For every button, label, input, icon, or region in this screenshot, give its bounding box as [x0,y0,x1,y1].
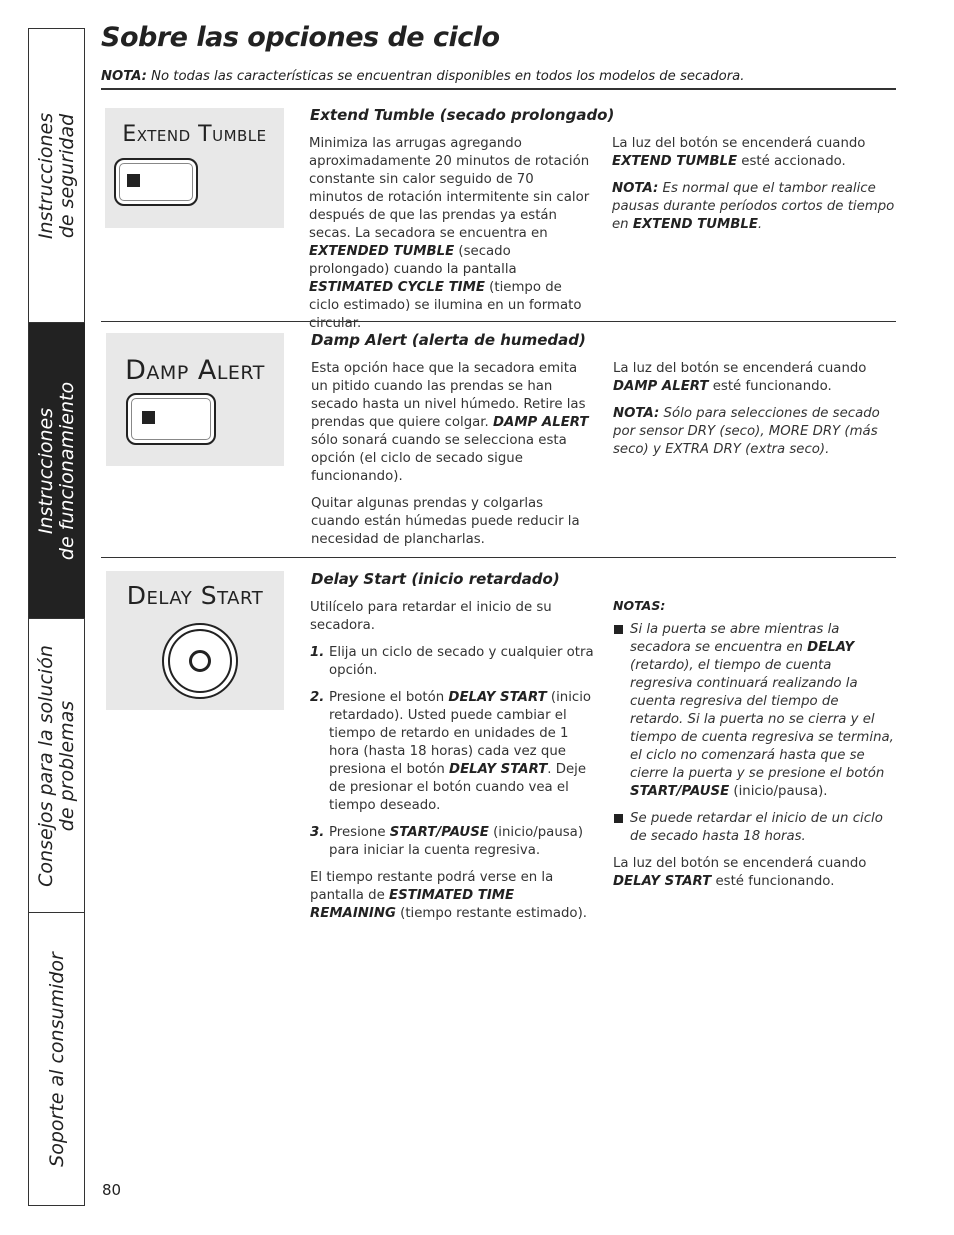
square-icon [127,174,140,187]
damp-alert-panel-label: Damp Alert [125,355,265,386]
square-icon [142,411,155,424]
delay-start-panel-label: Delay Start [126,581,264,610]
tab-label-line2: de funcionamiento [56,381,79,561]
damp-alert-heading: Damp Alert (alerta de humedad) [311,331,586,349]
list-item: 1. Elija un ciclo de secado y cualquier otra opción. [310,645,594,678]
damp-alert-button[interactable] [126,393,216,445]
extend-tumble-heading: Extend Tumble (secado prolongado) [310,106,615,124]
damp-alert-right-text: La luz del botón se encenderá cuando DAMP ALERT esté funcionando. NOTA: Sólo para selecciones de secado por sensor DRY (seco), MORE DRY (más seco) y EXTRA DRY (extra seco). [613,361,880,457]
extend-tumble-right-text: La luz del botón se encenderá cuando EXTEND TUMBLE esté accionado. NOTA: Es normal que el tambor realice pausas durante períodos cortos de tiempo en EXTEND TUMBLE. [612,136,895,232]
divider [101,321,896,322]
sidebar [28,28,85,1206]
delay-start-left-text: Utilícelo para retardar el inicio de su secadora. 1. Elija un ciclo de secado y cualquier otra opción. 2. Presione el botón DELAY START (inicio retardado). Usted puede cambiar el tiempo de retardo en unidades de 1 hora (hasta 18 horas) cada vez que presiona el botón DELAY START. Deje de presionar el botón cuando vea el tiempo deseado. 3. Presione START/PAUSE (inicio/pausa) para iniciar la cuenta regresiva. El tiempo restante podrá verse en la pantalla de ESTIMATED TIME REMAINING (tiempo restante estimado). [310,600,594,921]
notes-label: NOTAS: [613,598,666,613]
page-number: 80 [102,1181,122,1199]
tab-operating-instructions[interactable] [28,322,85,619]
tab-troubleshooting[interactable] [28,618,85,913]
list-item: Se puede retardar el inicio de un ciclo de secado hasta 18 horas. [613,810,895,846]
tab-label-line2: de seguridad [56,113,78,239]
note-text: No todas las características se encuentran disponibles en todos los modelos de secadora. [146,69,745,84]
extend-tumble-panel-label: Extend Tumble [122,122,267,147]
tab-label-line1: Instrucciones [35,407,58,535]
delay-start-button[interactable] [162,623,238,699]
list-item: 3. Presione START/PAUSE (inicio/pausa) para iniciar la cuenta regresiva. [310,825,584,858]
delay-start-panel [106,571,284,710]
list-item: 2. Presione el botón DELAY START (inicio retardado). Usted puede cambiar el tiempo de retardo en unidades de 1 hora (hasta 18 horas) cada vez que presiona el botón DELAY START. Deje de presionar el botón cuando vea el tiempo deseado. [310,690,592,813]
extend-tumble-left-text: Minimiza las arrugas agregando aproximadamente 20 minutos de rotación constante sin calor seguido de 70 minutos de rotación intermitente sin calor después de que las prendas ya están secas. La secadora se encuentra en EXTENDED TUMBLE (secado prolongado) cuando la pantalla ESTIMATED CYCLE TIME (tiempo de ciclo estimado) se ilumina en un formato circular. [309,136,590,331]
extend-tumble-button[interactable] [114,158,198,206]
tab-label-line1: Soporte al consumidor [45,951,68,1167]
circle-icon [189,650,211,672]
page-title: Sobre las opciones de ciclo [101,22,500,53]
divider [101,88,896,90]
delay-start-heading: Delay Start (inicio retardado) [311,570,560,588]
bullet-icon [614,814,623,823]
damp-alert-panel [106,333,284,466]
tab-safety-instructions[interactable] [28,28,85,323]
page-note [101,69,744,84]
note-label: NOTA: [101,69,147,84]
tab-consumer-support[interactable] [28,912,85,1206]
divider [101,557,896,558]
list-item: Si la puerta se abre mientras la secadora se encuentra en DELAY (retardo), el tiempo de cuenta regresiva continuará realizando la cuenta regresiva del tiempo de retardo. Si la puerta no se cierra y el tiempo de cuenta regresiva se termina, el ciclo no comenzará hasta que se cierre la puerta y se presione el botón START/PAUSE (inicio/pausa). [613,621,895,801]
tab-label-line1: Instrucciones [35,112,57,240]
bullet-icon [614,625,623,634]
damp-alert-left-text: Esta opción hace que la secadora emita un pitido cuando las prendas se han secado hasta un nivel húmedo. Retire las prendas que quiere colgar. DAMP ALERT sólo sonará cuando se selecciona esta opción (el ciclo de secado sigue funcionando). Quitar algunas prendas y colgarlas cuando están húmedas puede reducir la necesidad de plancharlas. [311,361,589,547]
extend-tumble-panel [105,108,284,228]
tab-label-line1: Consejos para la solución [35,645,58,887]
tab-label-line2: de problemas [56,700,79,832]
delay-start-right-text: NOTAS: Si la puerta se abre mientras la secadora se encuentra en DELAY (retardo), el tiempo de cuenta regresiva continuará realizando la cuenta regresiva del tiempo de retardo. Si la puerta no se cierra y el tiempo de cuenta regresiva se termina, el ciclo no comenzará hasta que se cierre la puerta y se presione el botón START/PAUSE (inicio/pausa). Se puede retardar el inicio de un ciclo de secado hasta 18 horas. La luz del botón se encenderá cuando DELAY START esté funcionando. [613,598,894,889]
